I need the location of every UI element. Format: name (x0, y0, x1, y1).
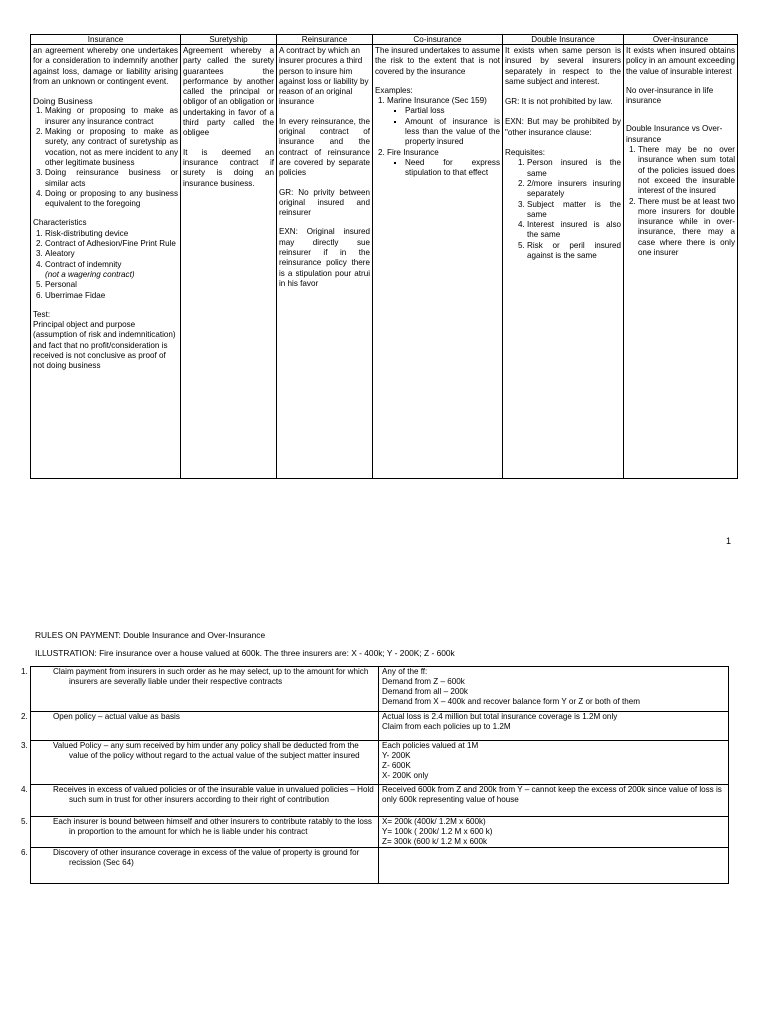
doing-business-title: Doing Business (33, 96, 93, 107)
rule-cell (21, 817, 379, 848)
list-item: 2. Making or proposing to make as surety, any contract of suretyship as vocation, not as mere incident to any other legitimate business (45, 127, 178, 168)
example-line: Each policies valued at 1M (382, 741, 479, 750)
rule-number: 2. (21, 712, 28, 721)
list-item: 2. 2/more insurers insuring separately (527, 179, 621, 200)
vs-title: Double Insurance vs Over-insurance (626, 124, 723, 144)
doing-business-list (33, 106, 178, 209)
list-item: 2. Contract of Adhesion/Fine Print Rule (45, 239, 178, 249)
example-cell (379, 667, 729, 712)
table-row (31, 667, 729, 712)
example-line: Demand from all – 200k (382, 687, 468, 696)
list-item: 3. Subject matter is the same (527, 200, 621, 221)
example-cell (379, 848, 729, 884)
list-item: 3. Aleatory (45, 249, 178, 259)
list-item: ▪ Partial loss (405, 106, 500, 116)
marine-insurance: 1. Marine Insurance (Sec 159) (387, 96, 487, 106)
list-item: ▪ Amount of insurance is less than the value of the property insured (405, 117, 500, 148)
characteristics-list (33, 229, 178, 301)
table-row (31, 785, 729, 817)
marine-items (387, 106, 500, 147)
insurance-definition: an agreement whereby one undertakes for a consideration to indemnify another against loss, damage or liability arising from an unknown or contingent event. (33, 46, 178, 86)
example-line: Y= 100k ( 200k/ 1.2 M x 600 k) (382, 827, 493, 836)
example-line: Y- 200K (382, 751, 411, 760)
requisites-list (505, 158, 621, 261)
page-number: 1 (726, 536, 732, 546)
suretyship-note: It is deemed an insurance contract if surety is doing an insurance business. (183, 147, 274, 188)
rule-cell (21, 741, 379, 785)
test-title: Test: (33, 309, 51, 319)
list-item: 4. Doing or proposing to any business equivalent to the foregoing (45, 189, 178, 210)
header-insurance: Insurance (31, 35, 181, 45)
example-line: Z- 600K (382, 761, 411, 770)
fire-items (387, 158, 500, 179)
indemnity-note: (not a wagering contract) (45, 269, 135, 279)
list-item: ▪ Need for express stipulation to that effect (405, 158, 500, 179)
reinsurance-definition: A contract by which an insurer procures a third person to insure him against loss or liability by reason of an original insurance (279, 46, 369, 107)
rule-text: Each insurer is bound between himself and other insurers to contribute ratably to the loss in proportion to the amount for which he is liable under his contract (53, 817, 372, 836)
cell-double-insurance (503, 45, 624, 479)
reinsurance-para: In every reinsurance, the original contract of insurance and the contract of reinsurance are covered by separate policies (279, 116, 370, 178)
vs-list (626, 145, 735, 258)
rule-cell (21, 848, 379, 884)
list-item (387, 148, 500, 179)
test-text: Principal object and purpose (assumption of risk and indemnitication) and fact that no profit/consideration is received is not conclusive as proof of not doing business (33, 320, 176, 371)
over-note: No over-insurance in life insurance (626, 85, 714, 106)
cell-coinsurance (373, 45, 503, 479)
table-row (31, 741, 729, 785)
list-item: 1. Risk-distributing device (45, 229, 178, 239)
rule-cell (21, 667, 379, 712)
coinsurance-definition: The insured undertakes to assume the risk to the extent that is not covered by the insurance (375, 46, 500, 76)
list-item (45, 260, 178, 281)
example-line: Claim from each policies up to 1.2M (382, 722, 511, 731)
rule-number: 6. (21, 848, 28, 857)
list-item: 5. Risk or peril insured against is the same (527, 241, 621, 262)
header-reinsurance: Reinsurance (277, 35, 373, 45)
example-line: X= 200k (400k/ 1.2M x 600k) (382, 817, 486, 826)
list-item: 1. There may be no over insurance when sum total of the policies issued does not exceed the insurable interest of the insured (638, 145, 735, 196)
example-line: Demand from Z – 600k (382, 677, 465, 686)
list-item: 1. Making or proposing to make as insurer any insurance contract (45, 106, 178, 127)
list-item: 5. Personal (45, 280, 178, 290)
example-cell (379, 741, 729, 785)
examples-list (375, 96, 500, 178)
fire-insurance: 2. Fire Insurance (387, 147, 439, 157)
example-line: X- 200K only (382, 771, 429, 780)
example-line: Z= 300k (600 k/ 1.2 M x 600k (382, 837, 488, 846)
example-line: Any of the ff: (382, 667, 428, 676)
list-item: 1. Person insured is the same (527, 158, 621, 179)
header-coinsurance: Co-insurance (373, 35, 503, 45)
header-double-insurance: Double Insurance (503, 35, 624, 45)
rules-table (21, 666, 729, 884)
rule-text: Discovery of other insurance coverage in excess of the value of property is ground for recission (Sec 64) (53, 848, 360, 867)
rule-cell (21, 712, 379, 741)
comparison-body-row (31, 45, 738, 479)
over-definition: It exists when insured obtains policy in an amount exceeding the value of insurable interest (626, 46, 735, 76)
comparison-table (30, 34, 738, 479)
examples-title: Examples: (375, 85, 413, 95)
rule-number: 5. (21, 817, 28, 826)
list-item (387, 96, 500, 147)
comparison-header-row (31, 35, 738, 45)
example-line: Received 600k from Z and 200k from Y – cannot keep the excess of 200k since value of loss is only 600k representing value of house (382, 785, 722, 804)
cell-over-insurance (624, 45, 738, 479)
rule-number: 3. (21, 741, 28, 750)
suretyship-definition: Agreement whereby a party called the surety guarantees the performance by another called the principal or obligor of an obligation or undertaking in favor of a third party called the obligee (183, 46, 274, 138)
list-item: 4. Interest insured is also the same (527, 220, 621, 241)
reinsurance-gr: GR: No privity between original insured and reinsurer (279, 187, 370, 218)
rules-heading: RULES ON PAYMENT: Double Insurance and Over-Insurance (35, 630, 266, 640)
header-suretyship: Suretyship (181, 35, 277, 45)
requisites-title: Requisites: (505, 148, 546, 158)
rule-cell (21, 785, 379, 817)
list-item: 2. There must be at least two more insurers for double insurance while in over- insurance, there may a case where there is only one insurer (638, 197, 735, 259)
table-row (31, 712, 729, 741)
example-cell (379, 712, 729, 741)
cell-suretyship (181, 45, 277, 479)
characteristics-title: Characteristics (33, 218, 87, 228)
list-item: 3. Doing reinsurance business or similar acts (45, 168, 178, 189)
rule-number: 1. (21, 667, 28, 676)
rule-text: Open policy – actual value as basis (53, 712, 180, 721)
double-exn: EXN: But may be prohibited by "other insurance clause: (505, 117, 621, 137)
indemnity-label: Contract of indemnity (45, 259, 122, 269)
double-gr: GR: It is not prohibited by law. (505, 97, 613, 107)
header-over-insurance: Over-insurance (624, 35, 738, 45)
table-row (31, 848, 729, 884)
table-row (31, 817, 729, 848)
double-definition: It exists when same person is insured by several insurers separately in respect to the same subject and interest. (505, 46, 621, 86)
cell-insurance (31, 45, 181, 479)
example-cell (379, 785, 729, 817)
example-cell (379, 817, 729, 848)
rule-text: Valued Policy – any sum received by him under any policy shall be deducted from the value of the policy without regard to the actual value of the subject matter insured (53, 741, 360, 760)
rule-text: Claim payment from insurers in such order as he may select, up to the amount for which insurers are severally liable under their respective contracts (53, 667, 369, 686)
reinsurance-exn: EXN: Original insured may directly sue reinsurer if in the reinsurance policy there is a stipulation pour atrui in his favor (279, 227, 370, 288)
example-line: Actual loss is 2.4 million but total insurance coverage is 1.2M only (382, 712, 618, 721)
rule-number: 4. (21, 785, 28, 794)
rule-text: Receives in excess of valued policies or of the insurable value in unvalued policies – Hold such sum in trust for other insurers according to their right of contribution (53, 785, 374, 804)
list-item: 6. Uberrimae Fidae (45, 291, 178, 301)
example-line: Demand from X – 400k and recover balance form Y or Z or both of them (382, 697, 640, 706)
illustration-text: ILLUSTRATION: Fire insurance over a house valued at 600k. The three insurers are: X - 400k; Y - 200K; Z - 600k (35, 648, 455, 658)
cell-reinsurance (277, 45, 373, 479)
